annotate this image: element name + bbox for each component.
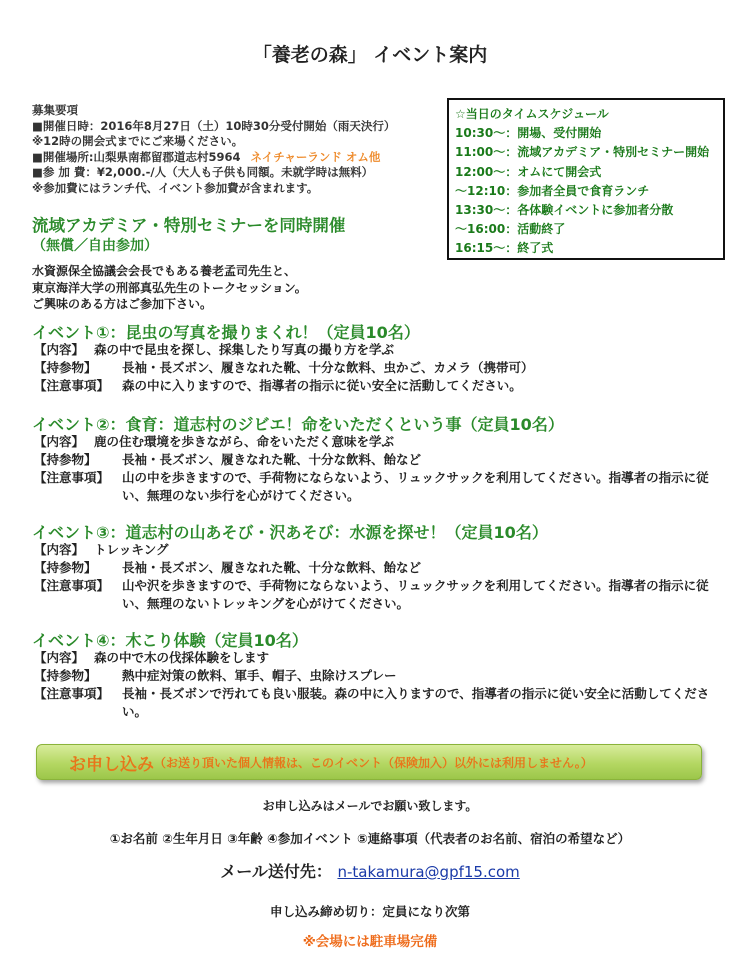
event-4-content — [34, 649, 694, 667]
content-value: 森の中で木の伐採体験をします — [94, 650, 270, 665]
notes-label: 【注意事項】 — [34, 686, 110, 701]
page-title: 「養老の森」 イベント案内 — [252, 44, 488, 66]
items-label: 【持参物】 — [34, 560, 97, 575]
content-value: 森の中で昆虫を探し、採集したり写真の撮り方を学ぶ — [94, 342, 395, 357]
event-date: ■開催日時：2016年8月27日（土）10時30分受付開始（雨天決行） — [32, 118, 396, 133]
items-value: 長袖・長ズボン、履きなれた靴、十分な飲料、虫かご、カメラ（携帯可） — [122, 360, 534, 375]
event-3-content — [34, 541, 694, 559]
event-1-items — [34, 359, 722, 377]
event-3-items — [34, 559, 722, 577]
event-4-title: イベント④：木こり体験（定員10名） — [32, 631, 308, 650]
items-label: 【持参物】 — [34, 668, 97, 683]
notes-value: 山や沢を歩きますので、手荷物にならないよう、リュックサックを利用してください。指導者の指示に従い、無理のないトレッキングを心がけてください。 — [122, 578, 709, 611]
event-1-title: イベント①：昆虫の写真を撮りまくれ！（定員10名） — [32, 323, 420, 342]
notes-label: 【注意事項】 — [34, 470, 110, 485]
event-fee-note: ※参加費にはランチ代、イベント参加費が含まれます。 — [32, 180, 319, 195]
apply-banner — [36, 744, 702, 780]
seminar-line: 東京海洋大学の刑部真弘先生のトークセッション。 — [32, 280, 307, 295]
event-4-notes — [34, 685, 722, 721]
notes-value: 森の中に入りますので、指導者の指示に従い安全に活動してください。 — [122, 378, 522, 393]
schedule-item: ～16:00：活動終了 — [455, 222, 566, 237]
event-3-notes — [34, 577, 722, 613]
schedule-item: 12:00～：オムにて開会式 — [455, 164, 602, 179]
requirements-heading: 募集要項 — [32, 103, 78, 117]
content-label: 【内容】 — [34, 434, 85, 449]
seminar-description — [32, 263, 307, 313]
schedule-box — [447, 98, 725, 260]
event-place-address: ■開催場所:山梨県南都留郡道志村5964 — [32, 149, 241, 164]
event-4-items — [34, 667, 722, 685]
seminar-line: 水資源保全協議会会長でもある養老孟司先生と、 — [32, 264, 297, 278]
apply-heading: お申し込み — [69, 754, 154, 775]
schedule-item: 10:30～：開場、受付開始 — [455, 126, 602, 141]
schedule-item: ～12:10：参加者全員で食育ランチ — [455, 183, 650, 198]
items-value: 熱中症対策の飲料、軍手、帽子、虫除けスプレー — [122, 668, 397, 683]
content-value: トレッキング — [94, 542, 169, 557]
mail-destination — [0, 859, 740, 882]
schedule-heading: ☆当日のタイムスケジュール — [455, 107, 609, 121]
schedule-item: 11:00～：流域アカデミア・特別セミナー開始 — [455, 145, 710, 160]
apply-by-mail: お申し込みはメールでお願い致します。 — [262, 799, 478, 813]
event-2-items — [34, 451, 722, 469]
notes-value: 山の中を歩きますので、手荷物にならないよう、リュックサックを利用してください。指導者の指示に従い、無理のない歩行を心がけてください。 — [122, 470, 709, 503]
schedule-item: 16:15～：終了式 — [455, 241, 554, 256]
parking-note: ※会場には駐車場完備 — [302, 934, 438, 950]
content-label: 【内容】 — [34, 542, 85, 557]
content-label: 【内容】 — [34, 342, 85, 357]
seminar-title: 流域アカデミア・特別セミナーを同時開催 — [32, 216, 346, 235]
notes-label: 【注意事項】 — [34, 378, 110, 393]
seminar-line: ご興味のある方はご参加下さい。 — [32, 297, 213, 311]
event-2-content — [34, 433, 694, 451]
event-3-title: イベント③：道志村の山あそび・沢あそび：水源を探せ！（定員10名） — [32, 523, 548, 542]
event-1-content — [34, 341, 694, 359]
content-value: 鹿の住む環境を歩きながら、命をいただく意味を学ぶ — [94, 434, 395, 449]
event-2-title: イベント②：食育：道志村のジビエ！命をいただくという事（定員10名） — [32, 415, 564, 434]
apply-required-fields: ①お名前 ②生年月日 ③年齢 ④参加イベント ⑤連絡事項（代表者のお名前、宿泊の希望など） — [109, 831, 631, 846]
mail-label: メール送付先： — [220, 862, 332, 881]
event-date-note: ※12時の開会式までにご来場ください。 — [32, 134, 244, 149]
mail-address-link[interactable]: n-takamura@gpf15.com — [337, 863, 520, 881]
content-label: 【内容】 — [34, 650, 85, 665]
event-fee: ■参 加 費：¥2,000.-/人（大人も子供も同額。未就学時は無料） — [32, 165, 374, 180]
schedule-item: 13:30～：各体験イベントに参加者分散 — [455, 203, 674, 218]
seminar-subtitle: （無償／自由参加） — [32, 238, 158, 254]
notes-label: 【注意事項】 — [34, 578, 110, 593]
apply-deadline: 申し込み締め切り：定員になり次第 — [269, 904, 470, 919]
event-2-notes — [34, 469, 722, 505]
items-label: 【持参物】 — [34, 452, 97, 467]
event-place — [32, 150, 395, 166]
notes-value: 長袖・長ズボンで汚れても良い服装。森の中に入りますので、指導者の指示に従い安全に活動してください。 — [122, 686, 710, 719]
event-1-notes — [34, 377, 722, 395]
event-place-highlight: ネイチャーランド オム他 — [250, 149, 381, 164]
items-value: 長袖・長ズボン、履きなれた靴、十分な飲料、飴など — [122, 560, 422, 575]
items-value: 長袖・長ズボン、履きなれた靴、十分な飲料、飴など — [122, 452, 422, 467]
apply-privacy-note: （お送り頂いた個人情報は、このイベント（保険加入）以外には利用しません。） — [154, 755, 593, 770]
items-label: 【持参物】 — [34, 360, 97, 375]
requirements-section — [32, 103, 395, 197]
